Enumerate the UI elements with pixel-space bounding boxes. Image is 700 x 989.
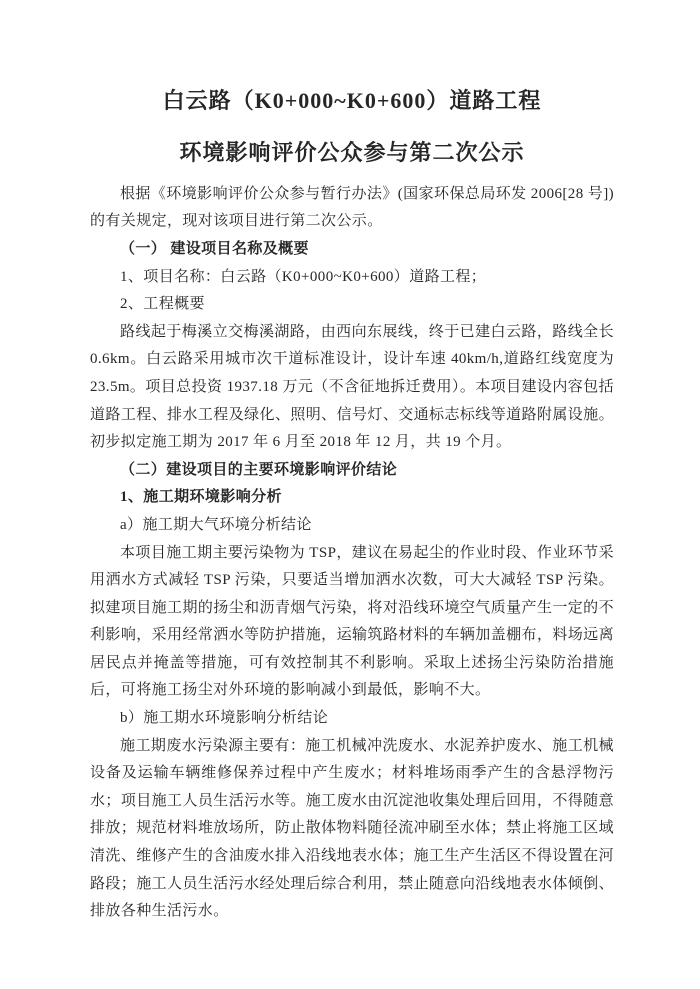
doc-title-line2: 环境影响评价公众参与第二次公示 bbox=[179, 140, 525, 166]
project-overview-paragraph: 路线起于梅溪立交梅溪湖路，由西向东展线，终于已建白云路，路线全长 0.6km。白云路采用城市次干道标准设计，设计车速 40km/h,道路红线宽度为 23.5m。项目总投资 1937.18 万元（不含征地拆迁费用）。本项目建设内容包括道路工程、排水工程及绿化、照明、信号灯、交通标志标线等道路附属设施。初步拟定施工期为 2017 年 6 月至 2018 年 12 月，共 19 个月。 bbox=[90, 323, 614, 451]
water-impact-paragraph: 施工期废水污染源主要有：施工机械冲洗废水、水泥养护废水、施工机械设备及运输车辆维修保养过程中产生废水；材料堆场雨季产生的含悬浮物污水；项目施工人员生活污水等。施工废水由沉淀池收集处理后回用，不得随意排放；规范材料堆放场所，防止散体物料随径流冲刷至水体；禁止将施工区域清洗、维修产生的含油废水排入沿线地表水体；施工生产生活区不得设置在河路段；施工人员生活污水经处理后综合利用，禁止随意向沿线地表水体倾倒、排放各种生活污水。 bbox=[90, 737, 614, 920]
air-impact-paragraph: 本项目施工期主要污染物为 TSP，建议在易起尘的作业时段、作业环节采用洒水方式减轻 TSP 污染，只要适当增加洒水次数，可大大减轻 TSP 污染。拟建项目施工期的扬尘和沥青烟气污染，将对沿线环境空气质量产生一定的不利影响，采用经常洒水等防护措施，运输筑路材料的车辆加盖棚布，料场远离居民点并掩盖等措施，可有效控制其不利影响。采取上述扬尘污染防治措施后，可将施工扬尘对外环境的影响减小到最低，影响不大。 bbox=[90, 544, 614, 699]
item-a-air-heading: a）施工期大气环境分析结论 bbox=[120, 516, 312, 533]
list-item-project-overview: 2、工程概要 bbox=[120, 296, 205, 313]
doc-title-line1: 白云路（K0+000~K0+600）道路工程 bbox=[162, 88, 542, 113]
list-item-project-name: 1、项目名称：白云路（K0+000~K0+600）道路工程； bbox=[120, 268, 487, 285]
doc-body bbox=[90, 181, 614, 926]
section-1-heading: （一） 建设项目名称及概要 bbox=[120, 240, 309, 257]
intro-paragraph: 根据《环境影响评价公众参与暂行办法》(国家环保总局环发 2006[28 号])的有关规定，现对该项目进行第二次公示。 bbox=[90, 185, 614, 230]
item-b-water-heading: b）施工期水环境影响分析结论 bbox=[120, 710, 329, 727]
section-2-heading: （二）建设项目的主要环境影响评价结论 bbox=[120, 461, 398, 478]
subsection-construction-impact-heading: 1、施工期环境影响分析 bbox=[120, 489, 282, 506]
